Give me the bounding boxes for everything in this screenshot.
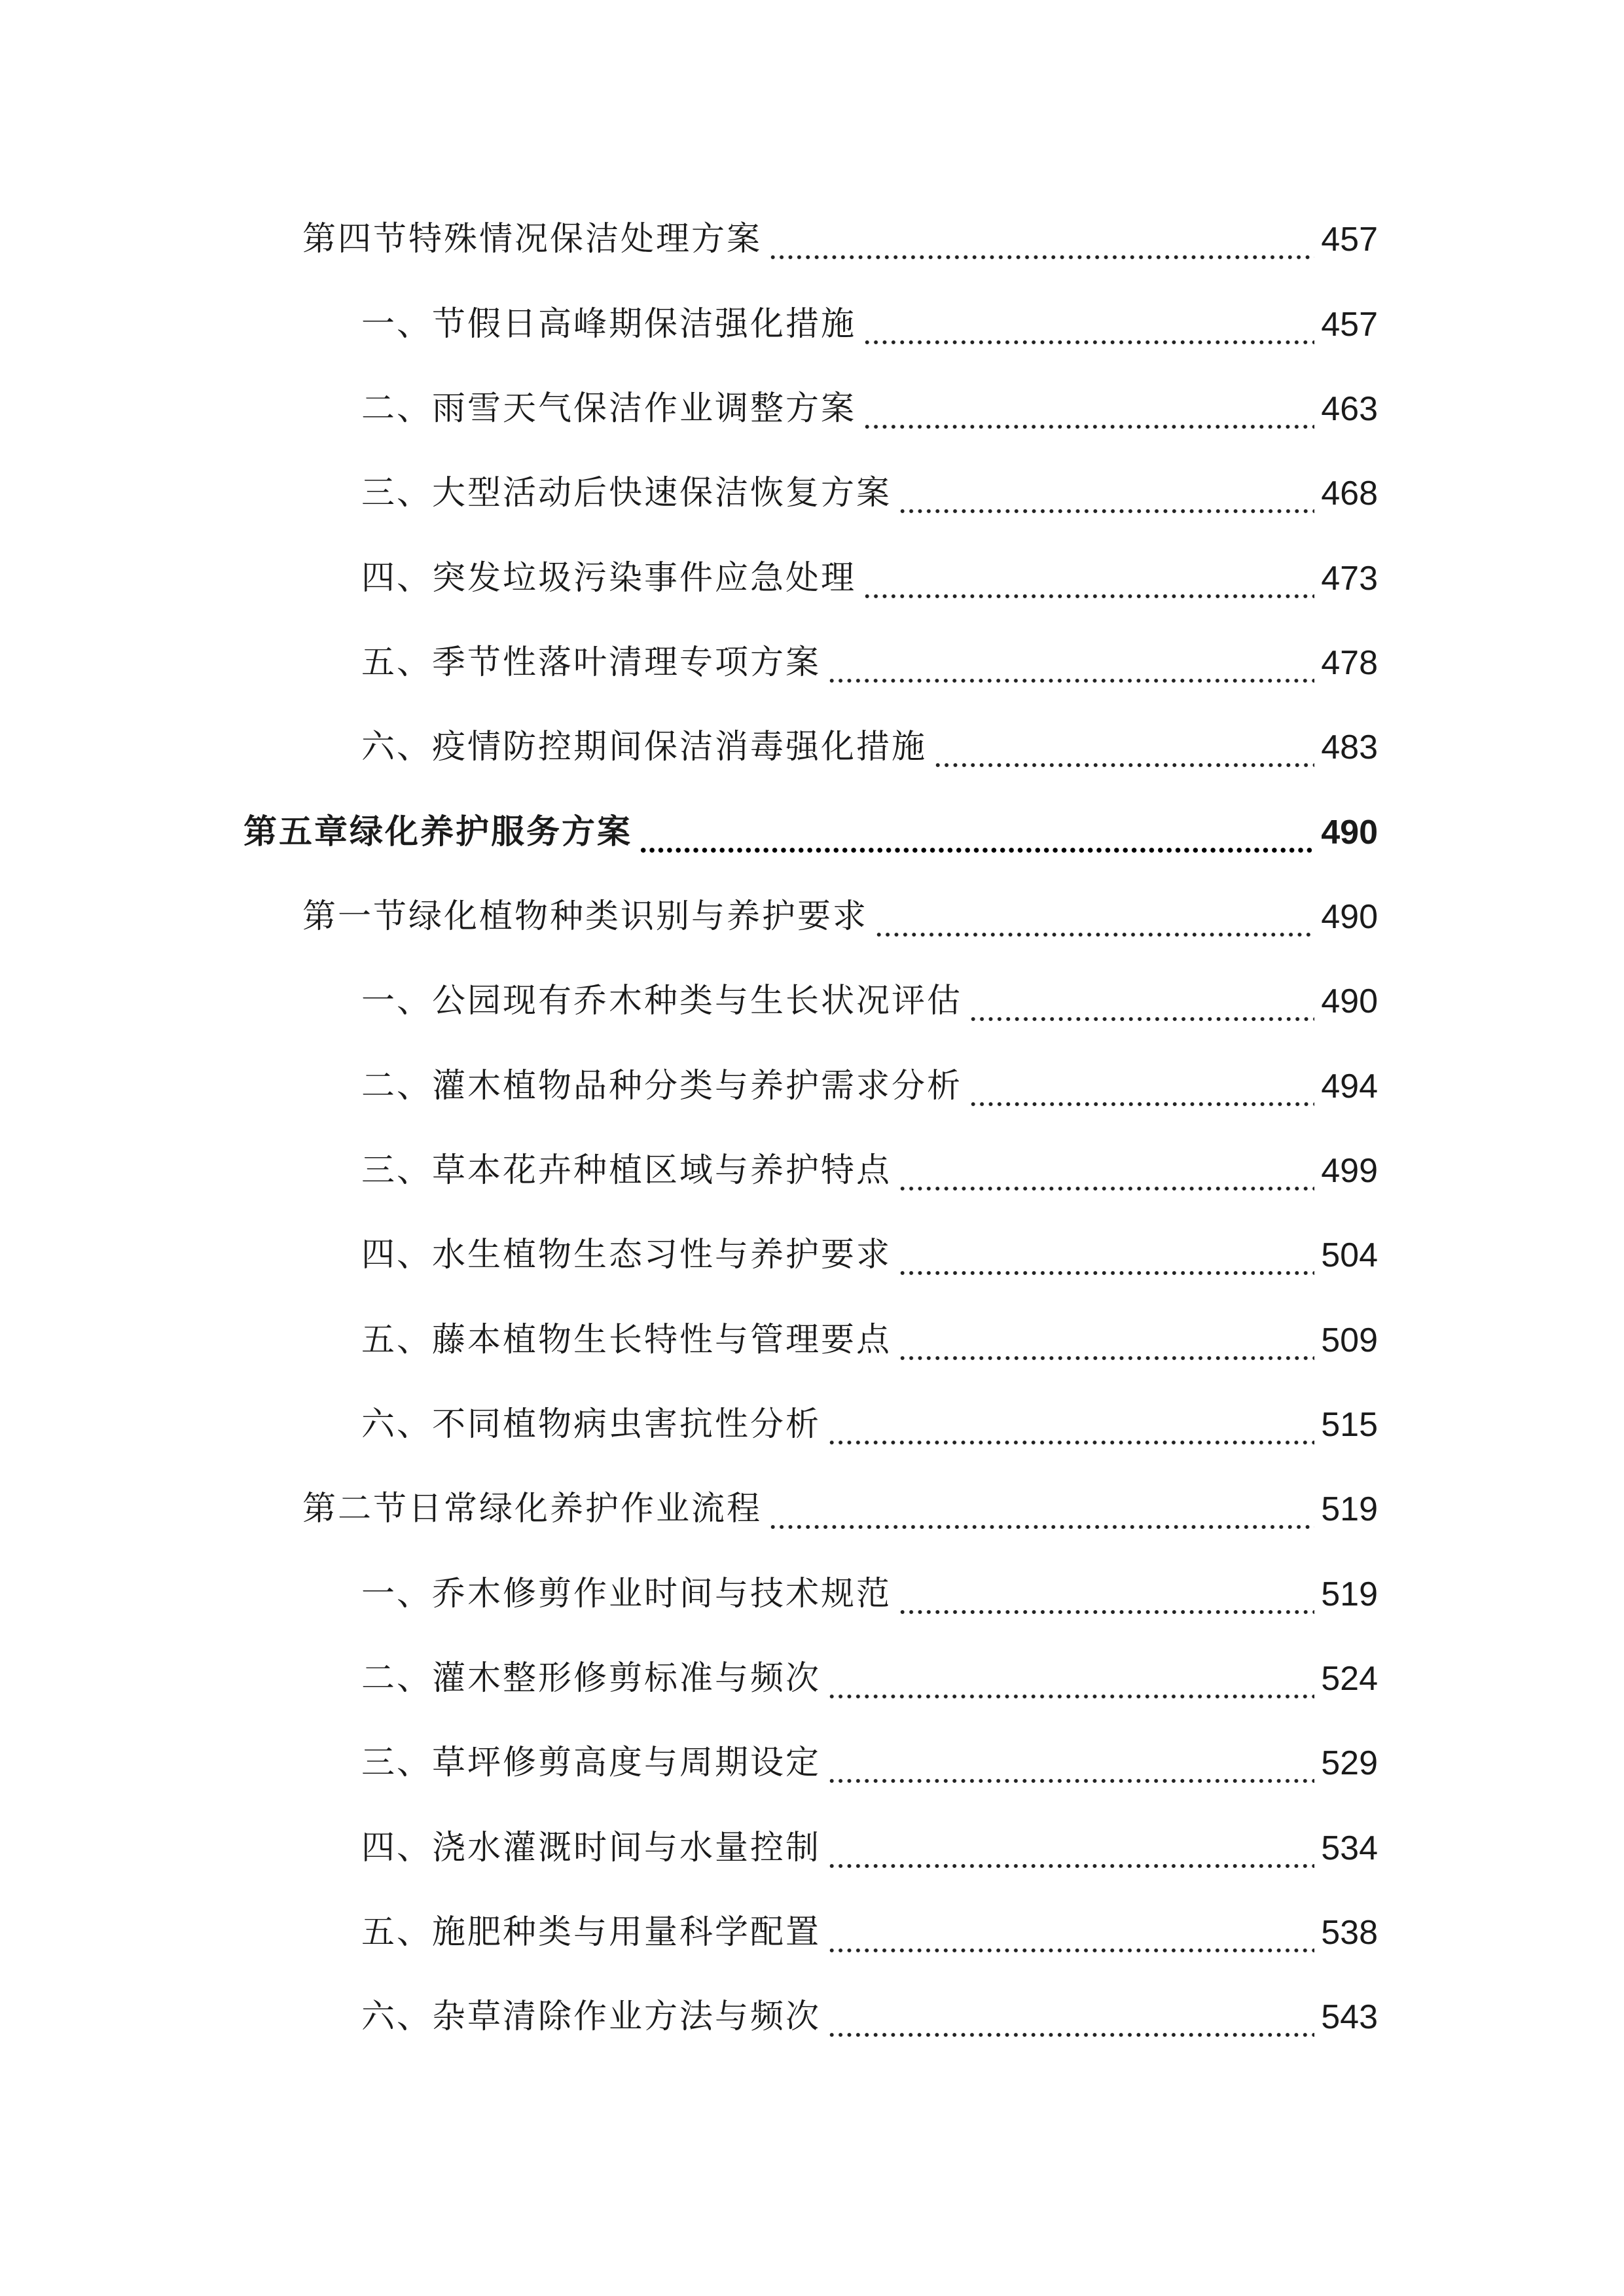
toc-entry[interactable] [361,1308,1378,1373]
toc-entry-label: 二、灌木整形修剪标准与频次 [361,1659,821,1698]
toc-entry-label: 三、大型活动后快速保洁恢复方案 [361,474,892,512]
toc-entry-page: 515 [1321,1406,1378,1444]
dot-leader [898,1138,1314,1204]
dot-leader [875,884,1314,950]
dot-leader [827,1392,1314,1458]
dot-leader [933,715,1314,780]
toc-entry-label: 五、施肥种类与用量科学配置 [361,1913,821,1952]
toc-entry-page: 468 [1321,475,1378,512]
toc-entry-label: 三、草坪修剪高度与周期设定 [361,1744,821,1782]
dot-leader [827,630,1314,696]
toc-entry-page: 543 [1321,1998,1378,2036]
toc-entry-page: 490 [1321,982,1378,1020]
toc-entry[interactable] [361,969,1378,1034]
toc-entry[interactable] [361,1816,1378,1881]
dot-leader [898,461,1314,526]
dot-leader [863,292,1314,357]
toc-entry-label: 四、浇水灌溉时间与水量控制 [361,1829,821,1867]
dot-leader [827,1731,1314,1796]
toc-entry-label: 五、藤本植物生长特性与管理要点 [361,1321,892,1359]
toc-entry[interactable] [361,461,1378,526]
dot-leader [827,1900,1314,1965]
toc-entry[interactable] [302,1477,1378,1542]
toc-entry-page: 519 [1321,1575,1378,1613]
toc-entry-page: 519 [1321,1490,1378,1528]
dot-leader [827,1646,1314,1712]
toc-entry-page: 538 [1321,1914,1378,1952]
toc-entry[interactable] [361,1054,1378,1119]
toc-entry-page: 524 [1321,1660,1378,1698]
toc-entry[interactable] [302,207,1378,272]
toc-entry-page: 463 [1321,390,1378,428]
dot-leader [969,969,1314,1034]
toc-entry-label: 六、不同植物病虫害抗性分析 [361,1405,821,1444]
toc-entry[interactable] [361,376,1378,442]
toc-entry-label: 第二节日常绿化养护作业流程 [302,1490,763,1528]
toc-entry[interactable] [361,546,1378,611]
toc-entry-page: 509 [1321,1321,1378,1359]
toc-entry-page: 457 [1321,221,1378,259]
dot-leader [639,800,1314,865]
dot-leader [827,1984,1314,2050]
dot-leader [863,376,1314,442]
toc-entry-page: 499 [1321,1152,1378,1190]
toc-entry-page: 534 [1321,1829,1378,1867]
toc-entry-page: 504 [1321,1236,1378,1274]
dot-leader [969,1054,1314,1119]
toc-entry-label: 六、杂草清除作业方法与频次 [361,1998,821,2036]
toc-entry[interactable] [361,1900,1378,1965]
toc-entry[interactable] [302,884,1378,950]
toc-entry[interactable] [361,1984,1378,2050]
toc-entry-label: 五、季节性落叶清理专项方案 [361,643,821,682]
toc-chapter-entry[interactable] [244,800,1378,865]
toc-entry[interactable] [361,1223,1378,1288]
toc-entry-label: 第四节特殊情况保洁处理方案 [302,220,763,259]
toc-entry-page: 483 [1321,728,1378,766]
toc-entry-page: 490 [1321,898,1378,936]
toc-entry-page: 494 [1321,1067,1378,1105]
toc-entry-label: 一、节假日高峰期保洁强化措施 [361,305,857,344]
dot-leader [898,1308,1314,1373]
toc-entry-page: 473 [1321,560,1378,598]
toc-entry-label: 三、草本花卉种植区域与养护特点 [361,1151,892,1190]
toc-entry-label: 六、疫情防控期间保洁消毒强化措施 [361,728,928,766]
toc-entry-label: 第一节绿化植物种类识别与养护要求 [302,897,869,936]
dot-leader [863,546,1314,611]
toc-entry-page: 457 [1321,306,1378,344]
dot-leader [898,1223,1314,1288]
toc-entry[interactable] [361,1646,1378,1712]
toc-entry[interactable] [361,630,1378,696]
toc-entry[interactable] [361,1138,1378,1204]
dot-leader [768,207,1314,272]
dot-leader [827,1816,1314,1881]
toc-entry-page: 529 [1321,1744,1378,1782]
toc-entry-page: 478 [1321,644,1378,682]
toc-entry[interactable] [361,715,1378,780]
toc-entry-label: 二、雨雪天气保洁作业调整方案 [361,389,857,428]
dot-leader [768,1477,1314,1542]
dot-leader [898,1562,1314,1627]
toc-entry-page: 490 [1321,814,1378,852]
toc-entry-label: 第五章绿化养护服务方案 [244,813,633,852]
toc-entry-label: 四、水生植物生态习性与养护要求 [361,1236,892,1274]
toc-entry[interactable] [361,292,1378,357]
toc-entry[interactable] [361,1392,1378,1458]
toc-entry-label: 一、乔木修剪作业时间与技术规范 [361,1575,892,1613]
toc-entry-label: 二、灌木植物品种分类与养护需求分析 [361,1067,963,1105]
toc-entry-label: 一、公园现有乔木种类与生长状况评估 [361,982,963,1020]
toc-entry-label: 四、突发垃圾污染事件应急处理 [361,559,857,598]
toc-entry[interactable] [361,1562,1378,1627]
toc-entry[interactable] [361,1731,1378,1796]
